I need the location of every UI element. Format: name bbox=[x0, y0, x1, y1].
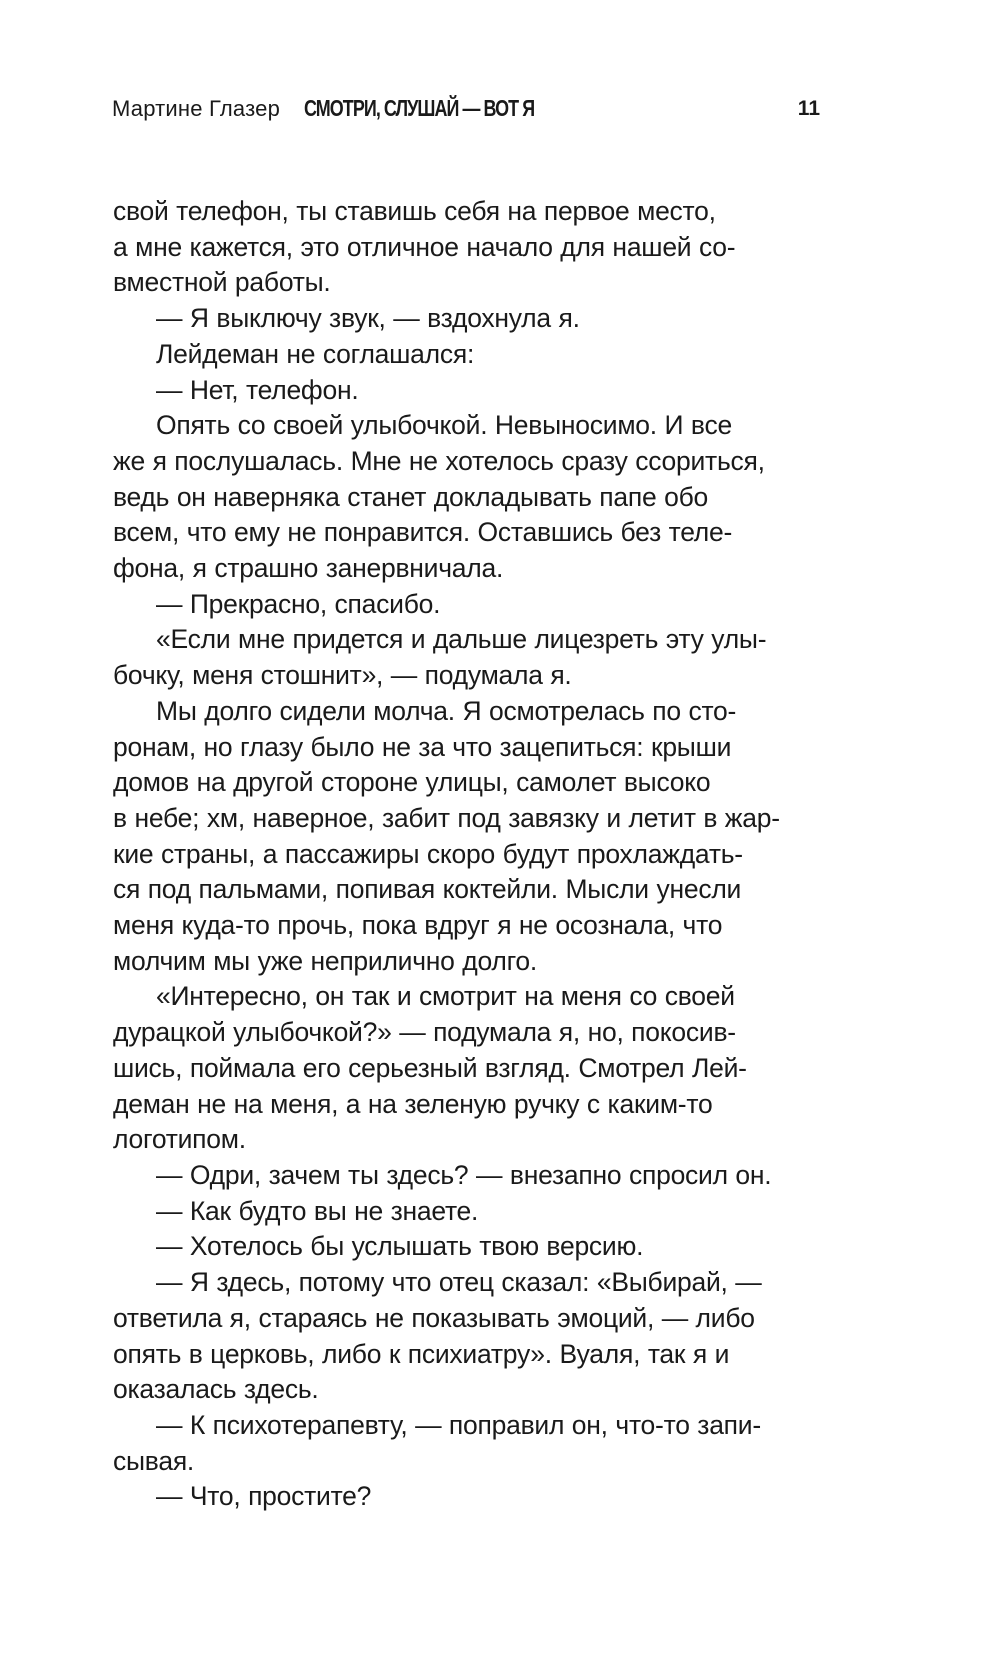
page-number: 11 bbox=[797, 97, 820, 120]
paragraph: — Как будто вы не знаете. bbox=[156, 1195, 479, 1226]
paragraph: «Интересно, он так и смотрит на меня со своей дурацкой улыбочкой?» — подумала я, но, покосив- шись, поймала его серьезный взгляд. Смотрел Лей- деман не на меня, а на зеленую ручку с каким-то логотипом. bbox=[113, 981, 747, 1155]
book-title: СМОТРИ, СЛУШАЙ — ВОТ Я bbox=[304, 95, 535, 121]
paragraph: Опять со своей улыбочкой. Невыносимо. И все же я послушалась. Мне не хотелось сразу ссориться, ведь он наверняка станет докладывать папе обо всем, что ему не понравится. Оставшись без теле- фона, я страшно занервничала. bbox=[113, 410, 765, 584]
paragraph: Мы долго сидели молча. Я осмотрелась по сто- ронам, но глазу было не за что зацепиться: крыши домов на другой стороне улицы, самолет высоко в небе; хм, наверное, забит под завязку и летит в жар- кие страны, а пассажиры скоро будут прохлаждать- ся под пальмами, попивая коктейли. Мысли унесли меня куда-то прочь, пока вдруг я не осознала, что молчим мы уже неприлично долго. bbox=[113, 695, 780, 976]
author-name: Мартине Глазер bbox=[112, 96, 281, 121]
paragraph: «Если мне придется и дальше лицезреть эту улы- бочку, меня стошнит», — подумала я. bbox=[113, 624, 767, 691]
running-header bbox=[112, 92, 820, 126]
paragraph: свой телефон, ты ставишь себя на первое место, а мне кажется, это отличное начало для нашей со- вместной работы. bbox=[113, 196, 736, 298]
body-text bbox=[113, 194, 820, 1515]
paragraph: — К психотерапевту, — поправил он, что-то запи- сывая. bbox=[113, 1409, 761, 1476]
paragraph: — Я выключу звук, — вздохнула я. bbox=[156, 303, 580, 334]
paragraph: — Я здесь, потому что отец сказал: «Выбирай, — ответила я, стараясь не показывать эмоций, — либо опять в церковь, либо к психиатру». Вуаля, так я и оказалась здесь. bbox=[113, 1267, 762, 1405]
paragraph: — Нет, телефон. bbox=[156, 374, 359, 405]
paragraph: — Что, простите? bbox=[156, 1481, 372, 1512]
paragraph: — Хотелось бы услышать твою версию. bbox=[156, 1231, 644, 1262]
paragraph: Лейдеман не соглашался: bbox=[156, 338, 475, 369]
paragraph: — Прекрасно, спасибо. bbox=[156, 588, 441, 619]
paragraph: — Одри, зачем ты здесь? — внезапно спросил он. bbox=[156, 1159, 772, 1190]
